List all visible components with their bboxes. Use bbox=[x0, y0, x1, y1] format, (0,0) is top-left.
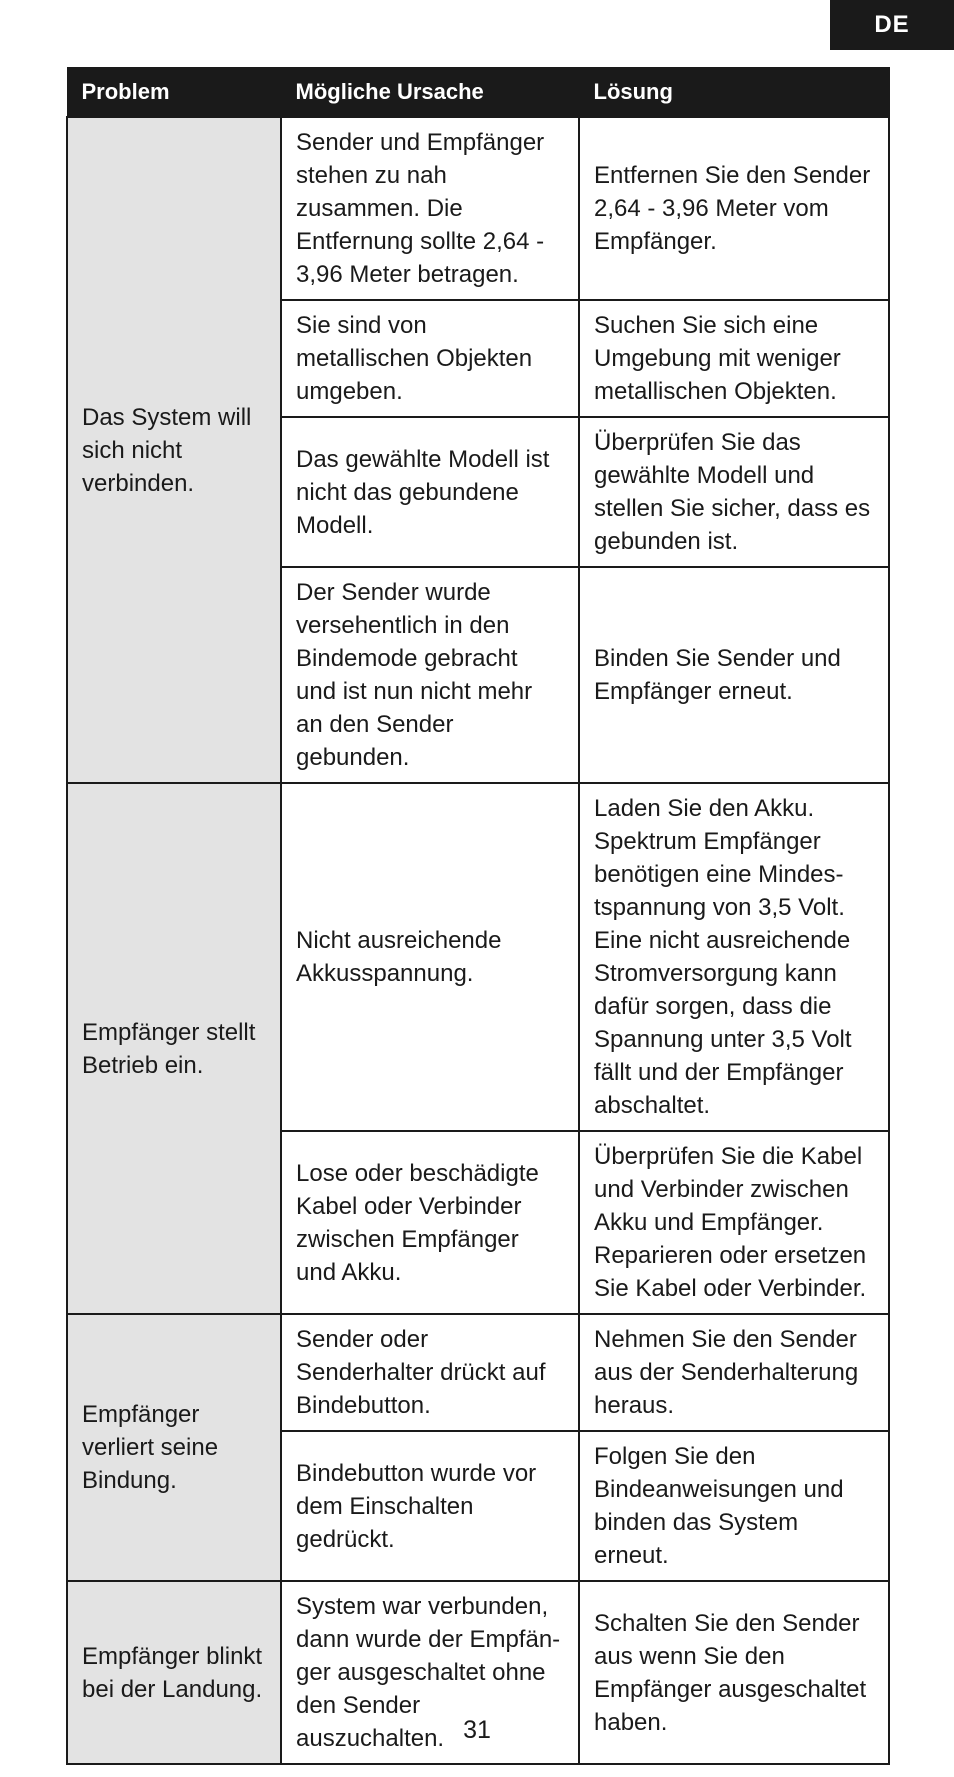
solution-cell: Nehmen Sie den Sender aus der Senderhalterung heraus. bbox=[579, 1314, 889, 1431]
table-row bbox=[67, 117, 889, 300]
problem-cell: Empfänger verliert seine Bindung. bbox=[67, 1314, 281, 1581]
solution-cell: Überprüfen Sie das gewählte Modell und stellen Sie sicher, dass es gebunden ist. bbox=[579, 417, 889, 567]
cause-cell: Bindebutton wurde vor dem Einschalten gedrückt. bbox=[281, 1431, 579, 1581]
language-tab: DE bbox=[830, 0, 954, 50]
solution-cell: Überprüfen Sie die Kabel und Verbinder zwischen Akku und Empfänger. Reparieren oder ersetzen Sie Kabel oder Verbinder. bbox=[579, 1131, 889, 1314]
solution-cell: Binden Sie Sender und Empfänger erneut. bbox=[579, 567, 889, 783]
problem-cell: Empfänger blinkt bei der Landung. bbox=[67, 1581, 281, 1764]
table-header-row bbox=[67, 67, 889, 117]
table-row bbox=[67, 783, 889, 1131]
cause-cell: Sie sind von metallischen Objekten umgeben. bbox=[281, 300, 579, 417]
cause-cell: Sender oder Senderhalter drückt auf Bindebutton. bbox=[281, 1314, 579, 1431]
solution-cell: Schalten Sie den Sender aus wenn Sie den Empfänger ausgeschaltet haben. bbox=[579, 1581, 889, 1764]
table-row bbox=[67, 1314, 889, 1431]
problem-cell: Empfänger stellt Betrieb ein. bbox=[67, 783, 281, 1314]
cause-cell: Lose oder beschädigte Kabel oder Verbinder zwischen Empfänger und Akku. bbox=[281, 1131, 579, 1314]
cause-cell: Nicht ausreichende Akkusspannung. bbox=[281, 783, 579, 1131]
page-number: 31 bbox=[463, 1716, 491, 1744]
cause-cell: Das gewählte Modell ist nicht das gebundene Modell. bbox=[281, 417, 579, 567]
cause-cell: System war verbunden, dann wurde der Empfänger ausgeschaltet ohne den Sender auszuchalten. bbox=[281, 1581, 579, 1764]
solution-cell: Folgen Sie den Bindeanweisungen und binden das System erneut. bbox=[579, 1431, 889, 1581]
troubleshooting-table bbox=[66, 67, 890, 1765]
solution-cell: Laden Sie den Akku. Spektrum Empfänger benötigen eine Mindestspannung von 3,5 Volt. Eine nicht ausreichende Stromversorgung kann dafür sorgen, dass die Spannung unter 3,5 Volt fällt und der Empfänger abschaltet. bbox=[579, 783, 889, 1131]
solution-cell: Suchen Sie sich eine Umgebung mit weniger metallischen Objekten. bbox=[579, 300, 889, 417]
header-cause: Mögliche Ursache bbox=[281, 67, 579, 117]
cause-cell: Der Sender wurde versehentlich in den Bindemode gebracht und ist nun nicht mehr an den Sender gebunden. bbox=[281, 567, 579, 783]
header-solution: Lösung bbox=[579, 67, 889, 117]
header-problem: Problem bbox=[67, 67, 281, 117]
cause-cell: Sender und Empfänger stehen zu nah zusammen. Die Entfernung sollte 2,64 - 3,96 Meter betragen. bbox=[281, 117, 579, 300]
solution-cell: Entfernen Sie den Sender 2,64 - 3,96 Meter vom Empfänger. bbox=[579, 117, 889, 300]
problem-cell: Das System will sich nicht verbinden. bbox=[67, 117, 281, 783]
